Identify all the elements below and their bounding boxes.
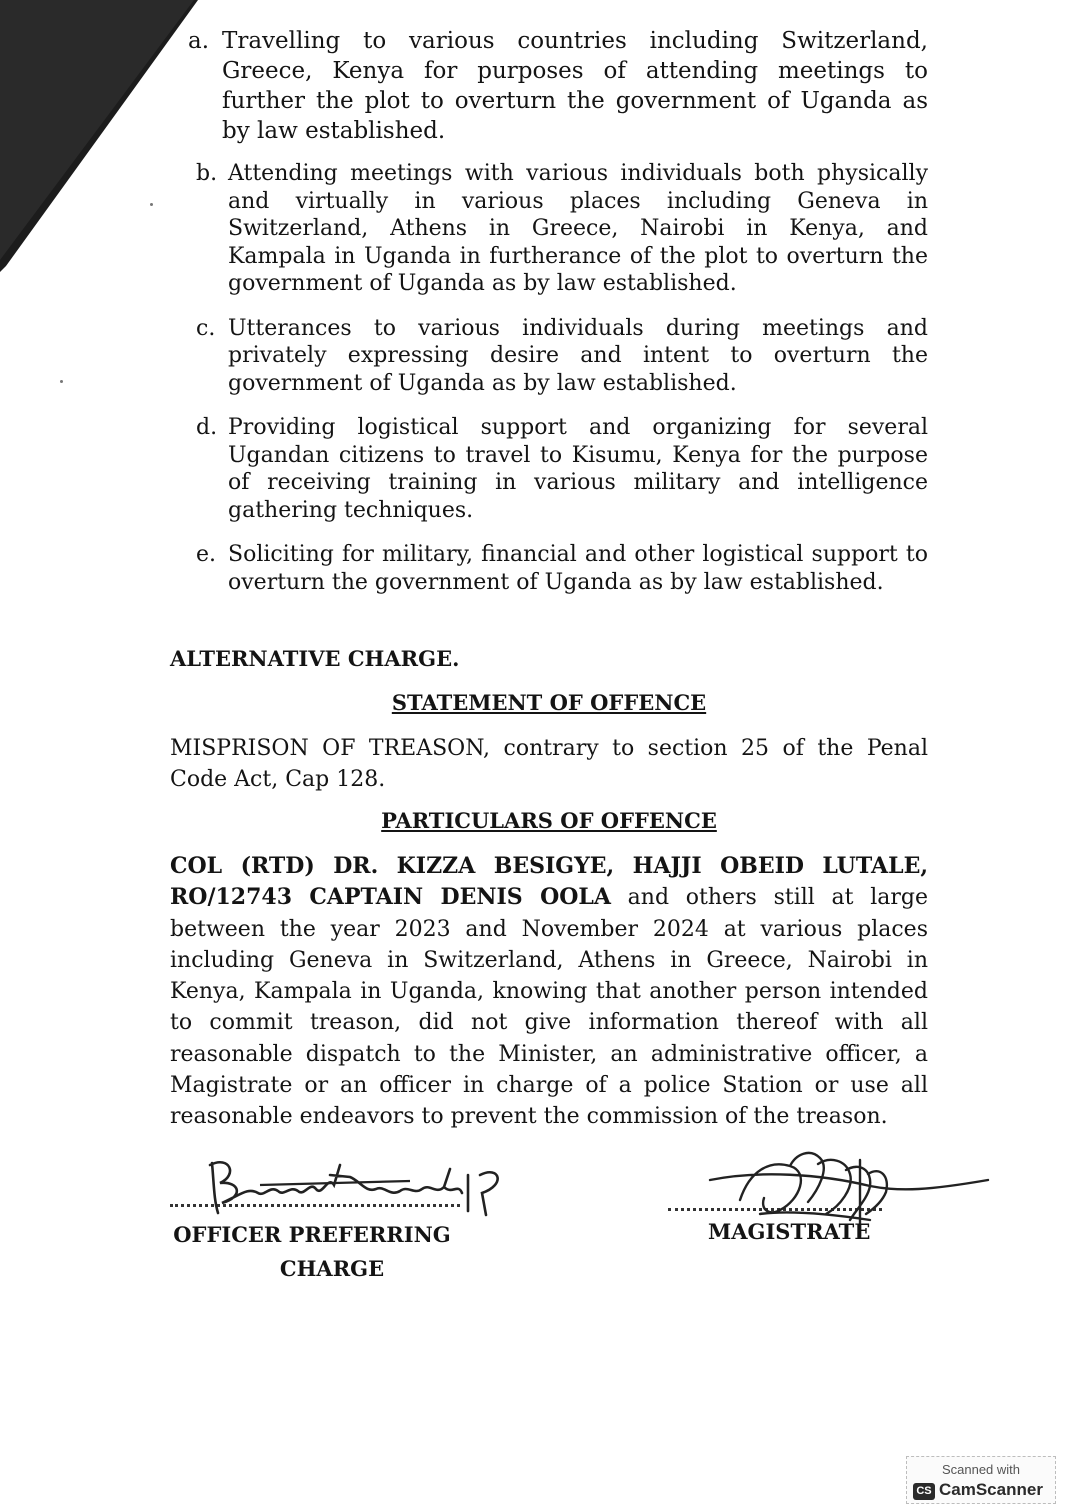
- officer-preferring-charge-label: OFFICER PREFERRING: [173, 1222, 451, 1247]
- camscanner-watermark: [906, 1456, 1056, 1504]
- particulars-of-offence-heading: PARTICULARS OF OFFENCE: [381, 808, 717, 833]
- list-item: [188, 160, 928, 298]
- list-item: [188, 315, 928, 398]
- page-fold-shadow: [0, 0, 220, 280]
- accused-names: COL (RTD) DR. KIZZA BESIGYE, HAJJI OBEID LUTALE, RO/12743 CAPTAIN DENIS OOLA: [170, 853, 928, 911]
- scan-speck: [60, 380, 63, 383]
- list-item-text: Soliciting for military, financial and other logistical support to overturn the government of Uganda as by law established.: [228, 542, 928, 595]
- statement-of-offence-heading: STATEMENT OF OFFENCE: [391, 690, 707, 715]
- list-item: [188, 414, 928, 524]
- list-marker: b.: [196, 161, 218, 186]
- list-item-text: Attending meetings with various individuals both physically and virtually in various places including Geneva in Switzerland, Athens in Greece, Nairobi in Kenya, and Kampala in Uganda in furtherance of the plot to overturn the government of Uganda as by law established.: [228, 161, 928, 296]
- magistrate-label: MAGISTRATE: [708, 1219, 871, 1244]
- alternative-charge-heading: ALTERNATIVE CHARGE.: [170, 646, 460, 671]
- scan-speck: [150, 203, 153, 206]
- camscanner-logo-icon: CS: [913, 1483, 935, 1500]
- statement-of-offence-text: MISPRISON OF TREASON, contrary to section 25 of the Penal Code Act, Cap 128.: [170, 736, 928, 792]
- officer-signature: [200, 1145, 520, 1225]
- list-item-text: Utterances to various individuals during meetings and privately expressing desire and intent to overturn the government of Uganda as by law established.: [228, 315, 928, 396]
- officer-preferring-charge-label-2: CHARGE: [279, 1256, 385, 1281]
- particulars-of-offence-text: [170, 851, 928, 1133]
- list-item: [188, 26, 928, 146]
- list-marker: a.: [188, 28, 210, 54]
- watermark-text: Scanned with: [941, 1462, 1021, 1477]
- list-marker: e.: [196, 542, 217, 567]
- watermark-brand: CamScanner: [939, 1480, 1043, 1499]
- list-item: [188, 541, 928, 596]
- particulars-body: and others still at large between the year 2023 and November 2024 at various places including Geneva in Switzerland, Athens in Greece, Nairobi in Kenya, Kampala in Uganda, knowing that another person intended to commit treason, did not give information thereof with all reasonable dispatch to the Minister, an administrative officer, a Magistrate or an officer in charge of a police Station or use all reasonable endeavors to prevent the commission of the treason.: [170, 885, 928, 1130]
- list-marker: d.: [196, 415, 218, 440]
- particulars-list: [188, 26, 928, 613]
- list-marker: c.: [196, 315, 216, 341]
- list-item-text: Travelling to various countries including Switzerland, Greece, Kenya for purposes of attending meetings to further the plot to overturn the government of Uganda as by law established.: [222, 28, 928, 144]
- list-item-text: Providing logistical support and organizing for several Ugandan citizens to travel to Kisumu, Kenya for the purpose of receiving training in various military and intelligence gathering techniques.: [228, 415, 928, 523]
